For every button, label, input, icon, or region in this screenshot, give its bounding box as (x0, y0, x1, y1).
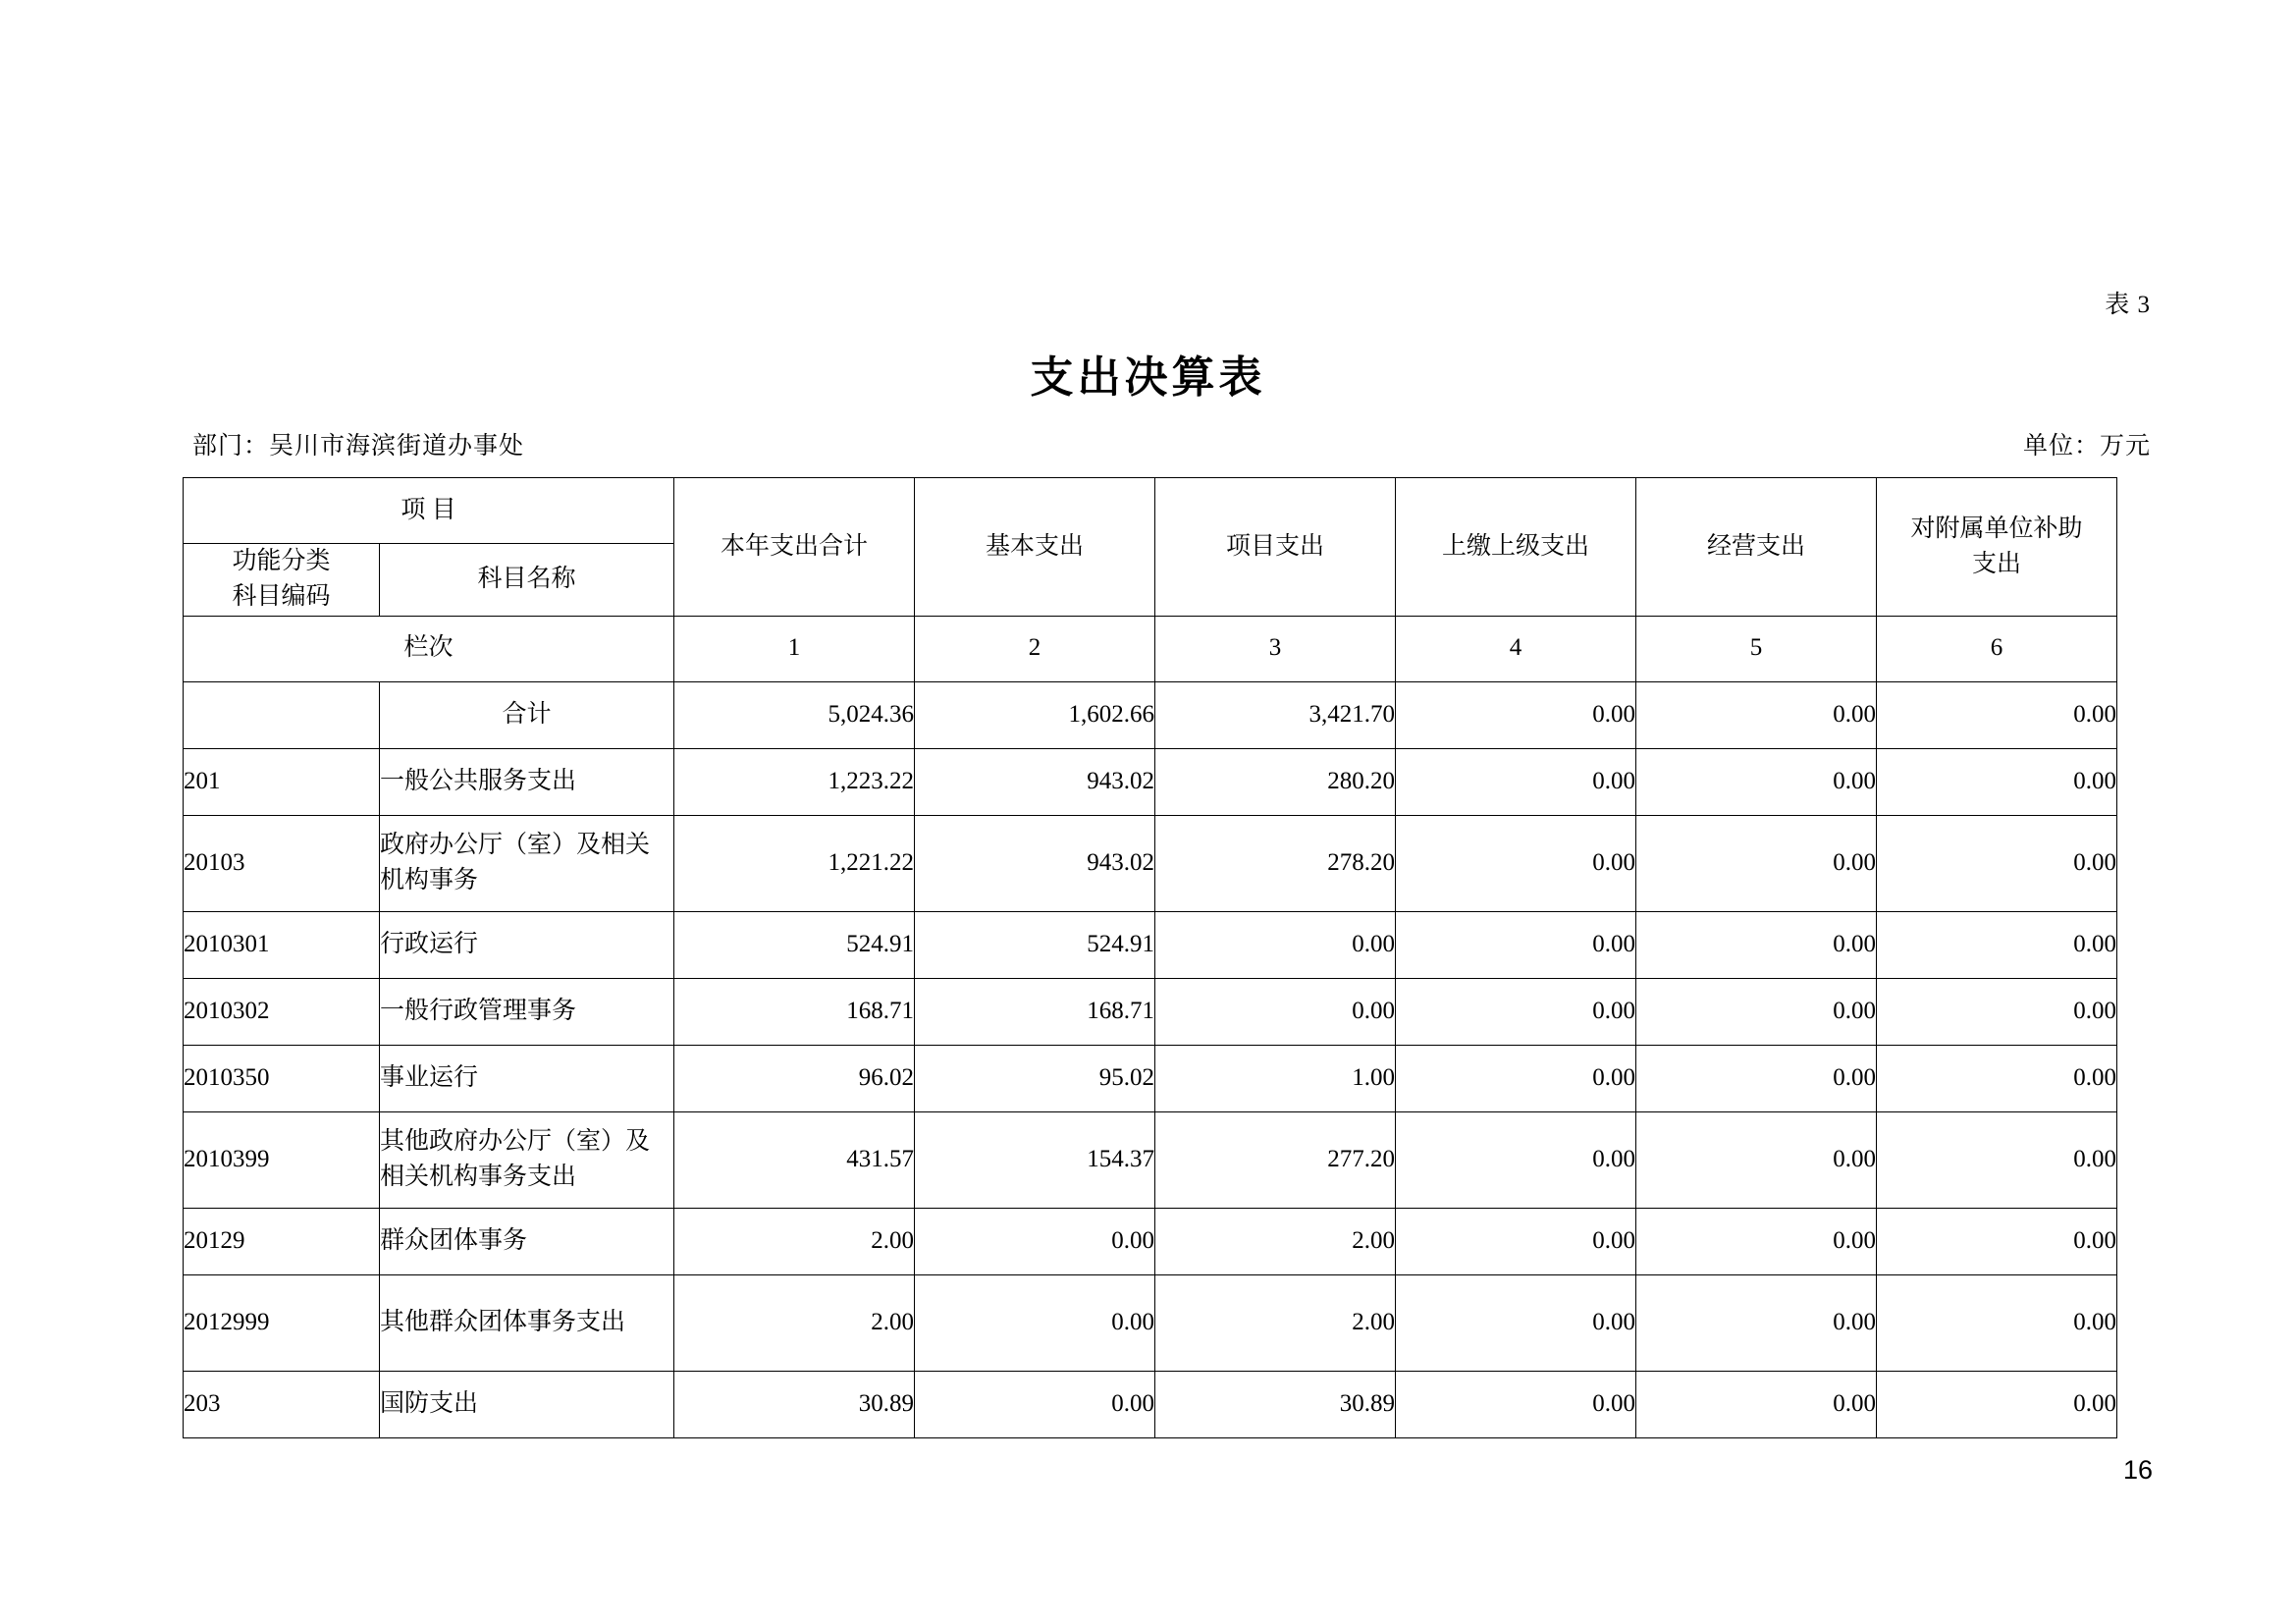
row-name: 一般行政管理事务 (380, 978, 674, 1045)
header-col-name: 科目名称 (380, 544, 674, 617)
row-project: 0.00 (1155, 978, 1396, 1045)
row-name: 政府办公厅（室）及相关机构事务 (380, 815, 674, 911)
header-rank-label: 栏次 (184, 616, 674, 681)
row-total: 5,024.36 (674, 681, 915, 748)
row-code: 20129 (184, 1208, 380, 1274)
row-upper: 0.00 (1396, 748, 1636, 815)
table-row (184, 1111, 2117, 1208)
table-row (184, 1274, 2117, 1371)
row-total: 1,223.22 (674, 748, 915, 815)
row-basic: 0.00 (915, 1274, 1155, 1371)
row-code: 2010399 (184, 1111, 380, 1208)
row-upper: 0.00 (1396, 1208, 1636, 1274)
row-basic: 95.02 (915, 1045, 1155, 1111)
row-operating: 0.00 (1636, 1045, 1877, 1111)
unit-line: 单位：万元 (2022, 433, 2151, 460)
row-subsidy: 0.00 (1877, 815, 2117, 911)
header-rank-6: 6 (1877, 616, 2117, 681)
header-col-code (184, 544, 380, 617)
table-row (184, 815, 2117, 911)
row-subsidy: 0.00 (1877, 681, 2117, 748)
table-row (184, 1208, 2117, 1274)
row-subsidy: 0.00 (1877, 748, 2117, 815)
row-upper: 0.00 (1396, 978, 1636, 1045)
row-upper: 0.00 (1396, 1371, 1636, 1437)
row-upper: 0.00 (1396, 815, 1636, 911)
row-basic: 1,602.66 (915, 681, 1155, 748)
row-basic: 524.91 (915, 911, 1155, 978)
department-line: 部门：吴川市海滨街道办事处 (192, 433, 525, 460)
header-item-group: 项 目 (184, 478, 674, 544)
row-operating: 0.00 (1636, 978, 1877, 1045)
row-code: 201 (184, 748, 380, 815)
row-project: 1.00 (1155, 1045, 1396, 1111)
row-upper: 0.00 (1396, 911, 1636, 978)
row-operating: 0.00 (1636, 1208, 1877, 1274)
header-rank-3: 3 (1155, 616, 1396, 681)
row-name: 事业运行 (380, 1045, 674, 1111)
row-total: 2.00 (674, 1274, 915, 1371)
header-rank-5: 5 (1636, 616, 1877, 681)
row-project: 2.00 (1155, 1274, 1396, 1371)
row-name: 其他政府办公厅（室）及相关机构事务支出 (380, 1111, 674, 1208)
row-total: 524.91 (674, 911, 915, 978)
row-upper: 0.00 (1396, 1111, 1636, 1208)
row-operating: 0.00 (1636, 748, 1877, 815)
row-project: 2.00 (1155, 1208, 1396, 1274)
table-row (184, 681, 2117, 748)
row-subsidy: 0.00 (1877, 1045, 2117, 1111)
row-total: 1,221.22 (674, 815, 915, 911)
page-title: 支出决算表 (1030, 353, 1266, 402)
row-operating: 0.00 (1636, 815, 1877, 911)
table-row (184, 1045, 2117, 1111)
row-project: 277.20 (1155, 1111, 1396, 1208)
row-operating: 0.00 (1636, 681, 1877, 748)
row-code: 203 (184, 1371, 380, 1437)
header-rank-1: 1 (674, 616, 915, 681)
row-subsidy: 0.00 (1877, 1274, 2117, 1371)
row-subsidy: 0.00 (1877, 1208, 2117, 1274)
row-basic: 943.02 (915, 815, 1155, 911)
expenditure-table (183, 477, 2117, 1438)
row-basic: 154.37 (915, 1111, 1155, 1208)
header-rank-4: 4 (1396, 616, 1636, 681)
row-total: 30.89 (674, 1371, 915, 1437)
table-row (184, 978, 2117, 1045)
row-project: 0.00 (1155, 911, 1396, 978)
header-rank-2: 2 (915, 616, 1155, 681)
row-code: 2010301 (184, 911, 380, 978)
row-upper: 0.00 (1396, 1045, 1636, 1111)
row-total: 168.71 (674, 978, 915, 1045)
header-col-subsidy-line1: 对附属单位补助 (1910, 514, 2083, 542)
table-row (184, 1371, 2117, 1437)
row-project: 30.89 (1155, 1371, 1396, 1437)
row-total: 2.00 (674, 1208, 915, 1274)
header-col-total: 本年支出合计 (674, 478, 915, 617)
row-name: 一般公共服务支出 (380, 748, 674, 815)
row-code: 2010302 (184, 978, 380, 1045)
page-number: 16 (2122, 1455, 2153, 1485)
row-total: 431.57 (674, 1111, 915, 1208)
row-code: 2010350 (184, 1045, 380, 1111)
row-code: 20103 (184, 815, 380, 911)
row-name: 群众团体事务 (380, 1208, 674, 1274)
row-upper: 0.00 (1396, 1274, 1636, 1371)
row-name: 行政运行 (380, 911, 674, 978)
row-code (184, 681, 380, 748)
row-project: 280.20 (1155, 748, 1396, 815)
row-operating: 0.00 (1636, 1371, 1877, 1437)
header-col-subsidy (1877, 478, 2117, 617)
row-subsidy: 0.00 (1877, 978, 2117, 1045)
row-operating: 0.00 (1636, 1274, 1877, 1371)
header-col-project: 项目支出 (1155, 478, 1396, 617)
header-col-subsidy-line2: 支出 (1972, 550, 2022, 577)
table-row (184, 911, 2117, 978)
row-operating: 0.00 (1636, 1111, 1877, 1208)
row-basic: 0.00 (915, 1371, 1155, 1437)
header-col-code-line1: 功能分类 (232, 548, 331, 574)
header-col-operating: 经营支出 (1636, 478, 1877, 617)
row-basic: 0.00 (915, 1208, 1155, 1274)
row-operating: 0.00 (1636, 911, 1877, 978)
header-col-upper: 上缴上级支出 (1396, 478, 1636, 617)
header-col-code-line2: 科目编码 (232, 583, 331, 611)
row-basic: 943.02 (915, 748, 1155, 815)
header-col-basic: 基本支出 (915, 478, 1155, 617)
row-total: 96.02 (674, 1045, 915, 1111)
row-upper: 0.00 (1396, 681, 1636, 748)
row-subsidy: 0.00 (1877, 911, 2117, 978)
table-label: 表 3 (2105, 292, 2151, 318)
row-subsidy: 0.00 (1877, 1111, 2117, 1208)
row-project: 278.20 (1155, 815, 1396, 911)
table-body (184, 681, 2117, 1437)
table-row (184, 748, 2117, 815)
row-name: 其他群众团体事务支出 (380, 1274, 674, 1371)
row-code: 2012999 (184, 1274, 380, 1371)
row-name: 国防支出 (380, 1371, 674, 1437)
row-project: 3,421.70 (1155, 681, 1396, 748)
row-basic: 168.71 (915, 978, 1155, 1045)
row-subsidy: 0.00 (1877, 1371, 2117, 1437)
row-name: 合计 (380, 681, 674, 748)
